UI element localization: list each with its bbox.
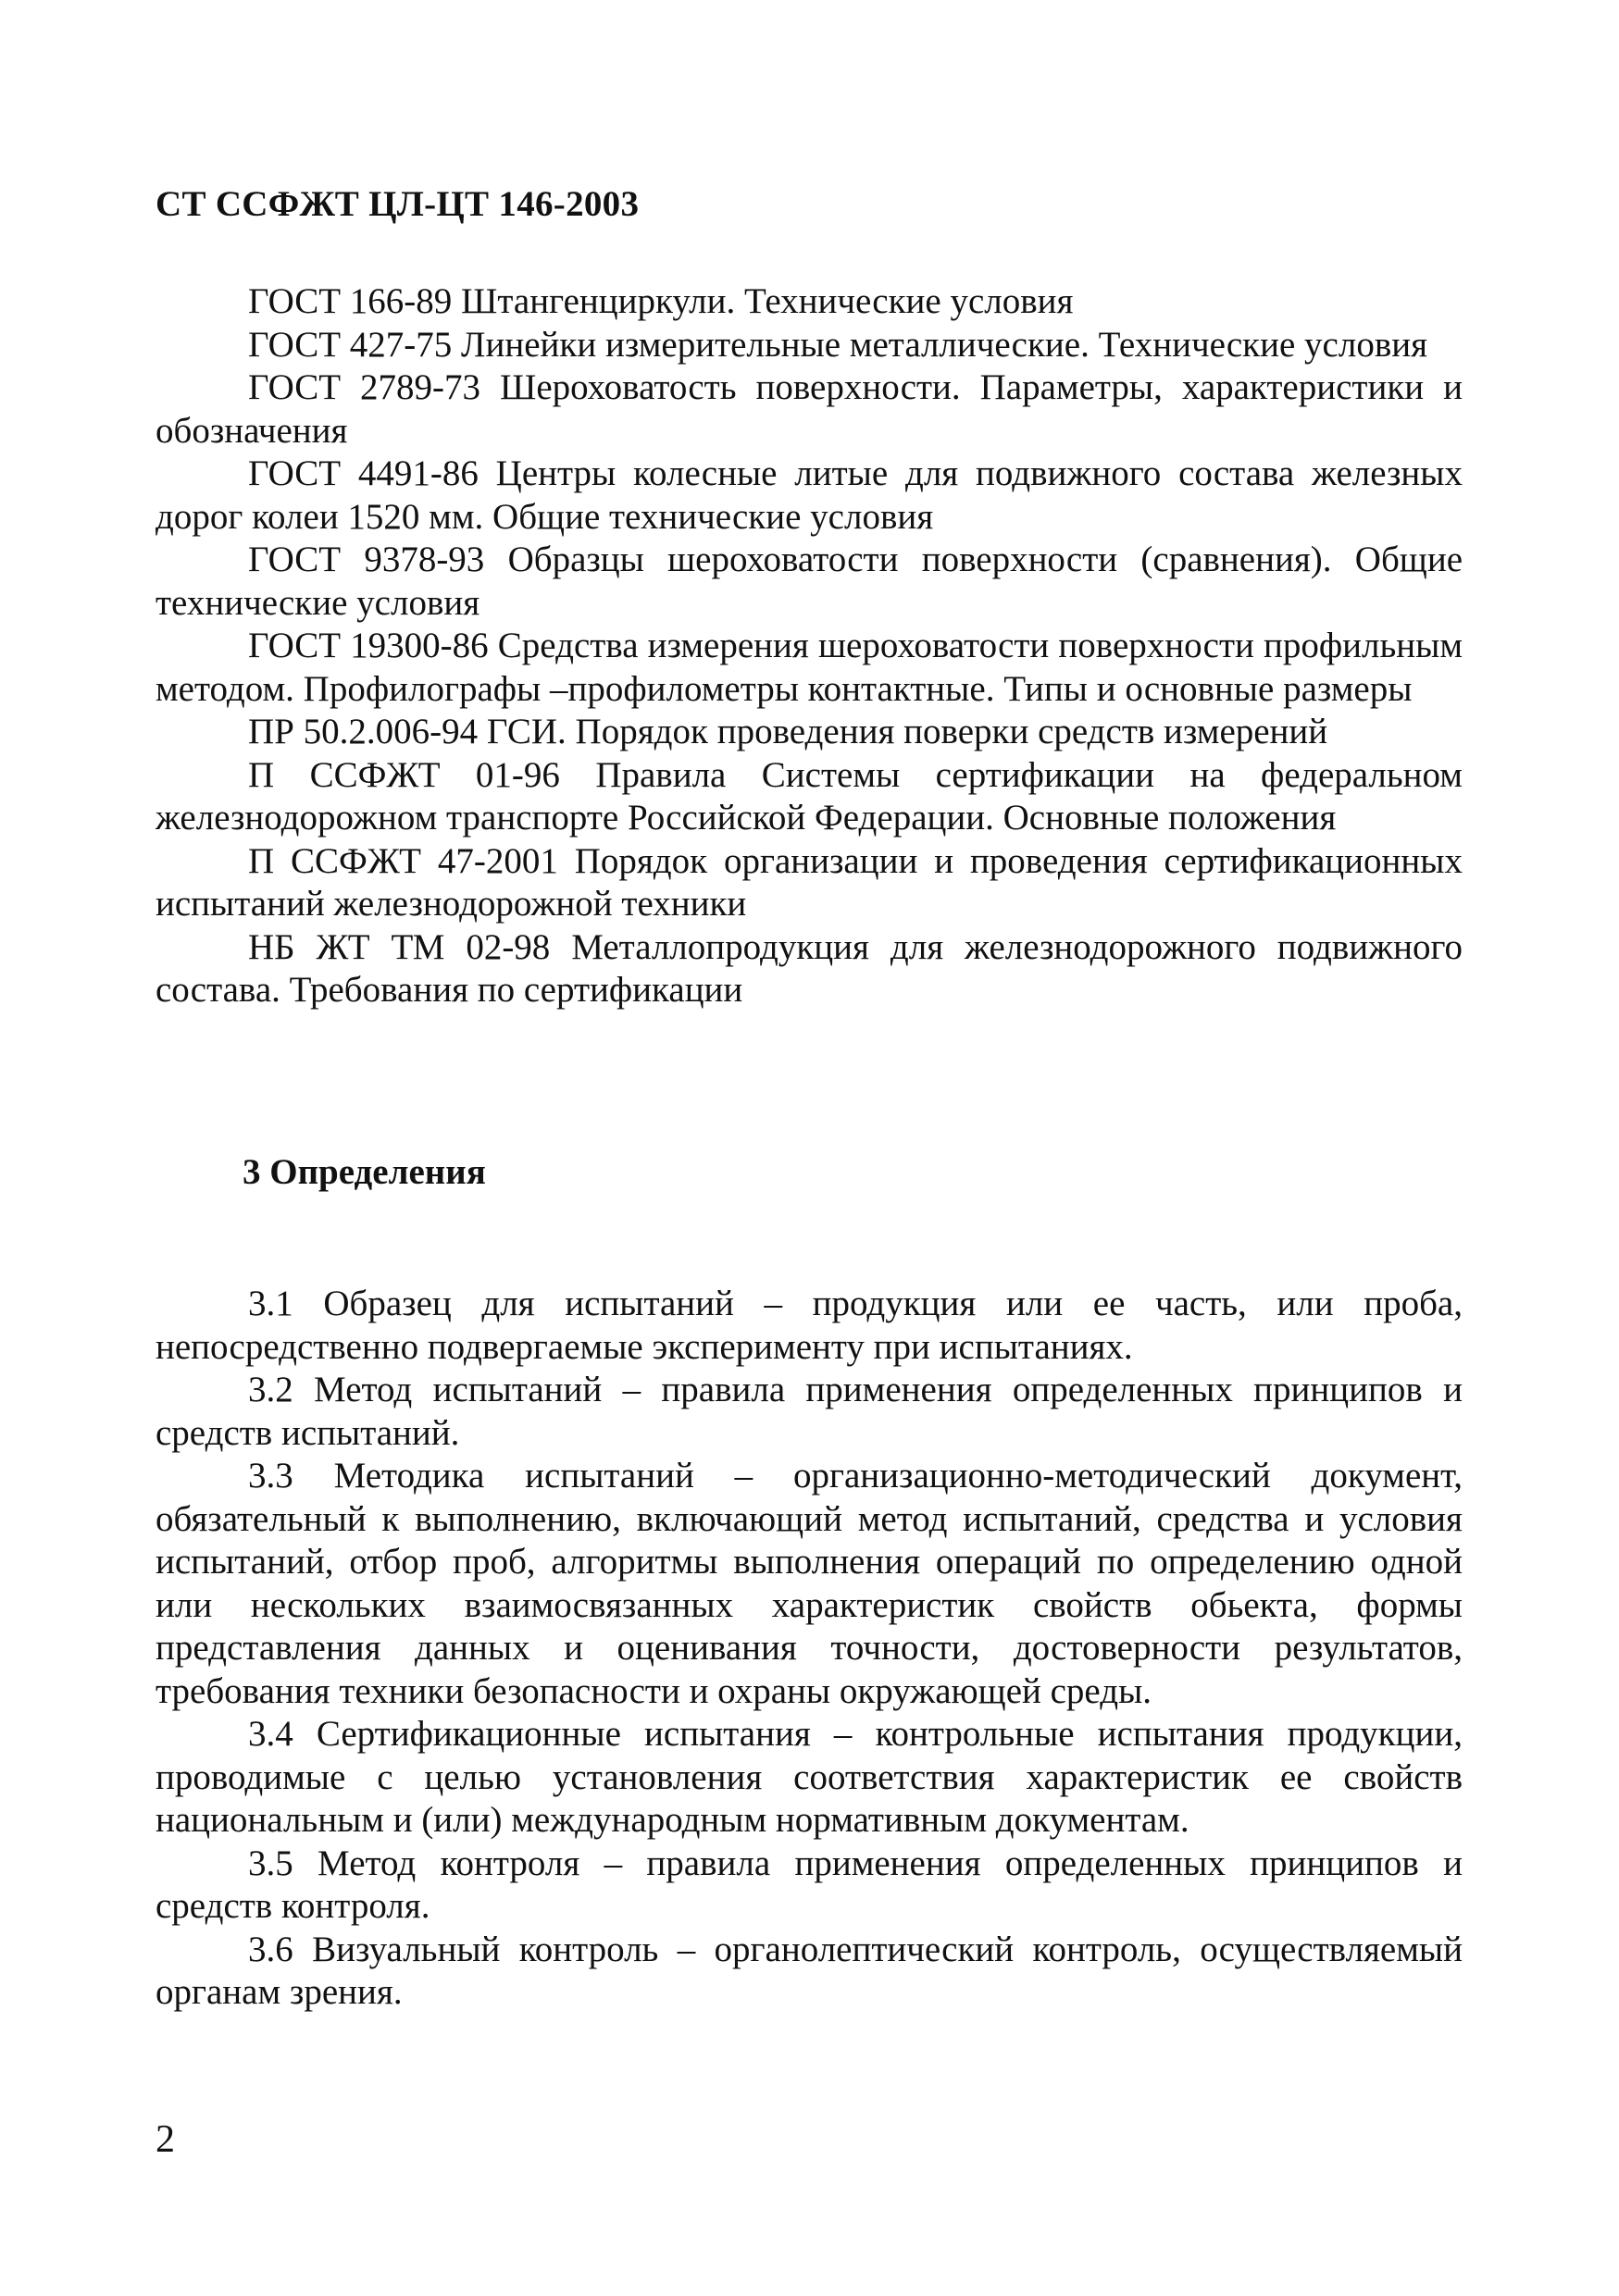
definition-item: 3.3 Методика испытаний – организационно-методический документ, обязательный к выполнению, включающий метод испытаний, средства и условия испытаний, отбор проб, алгоритмы выполнения операций по определению одной или нескольких взаимосвязанных характеристик свойств обьекта, формы представления данных и оценивания точности, достоверности результатов, требования техники безопасности и охраны окружающей среды.	[156, 1456, 1463, 1711]
document-code-header: СТ ССФЖТ ЦЛ-ЦТ 146-2003	[156, 184, 640, 224]
definition-item: 3.5 Метод контроля – правила применения определенных принципов и средств контроля.	[156, 1843, 1463, 1926]
definition-item: 3.6 Визуальный контроль – органолептический контроль, осуществляемый органам зрения.	[156, 1929, 1463, 2012]
reference-item: ГОСТ 2789-73 Шероховатость поверхности. Параметры, характеристики и обозначения	[156, 367, 1463, 451]
normative-references-list	[156, 280, 1463, 1012]
reference-item: ГОСТ 4491-86 Центры колесные литые для подвижного состава железных дорог колеи 1520 мм. Общие технические условия	[156, 453, 1463, 537]
reference-item: ПР 50.2.006-94 ГСИ. Порядок проведения поверки средств измерений	[248, 712, 1328, 751]
definitions-list	[156, 1283, 1463, 2015]
section-title: 3 Определения	[243, 1152, 486, 1192]
reference-item: ГОСТ 9378-93 Образцы шероховатости поверхности (сравнения). Общие технические условия	[156, 540, 1463, 623]
reference-item: П ССФЖТ 47-2001 Порядок организации и проведения сертификационных испытаний железнодорожной техники	[156, 840, 1463, 924]
definition-item: 3.2 Метод испытаний – правила применения определенных принципов и средств испытаний.	[156, 1370, 1463, 1453]
reference-item: П ССФЖТ 01-96 Правила Системы сертификации на федеральном железнодорожном транспорте Российской Федерации. Основные положения	[156, 754, 1463, 838]
definition-item: 3.4 Сертификационные испытания – контрольные испытания продукции, проводимые с целью установления соответствия характеристик ее свойств национальным и (или) международным нормативным документам.	[156, 1714, 1463, 1840]
definition-item: 3.1 Образец для испытаний – продукция или ее часть, или проба, непосредственно подвергаемые эксперименту при испытаниях.	[156, 1284, 1463, 1367]
reference-item: ГОСТ 427-75 Линейки измерительные металлические. Технические условия	[248, 324, 1428, 365]
reference-item: ГОСТ 19300-86 Средства измерения шероховатости поверхности профильным методом. Профилографы –профилометры контактные. Типы и основные размеры	[156, 626, 1463, 709]
reference-item: НБ ЖТ ТМ 02-98 Металлопродукция для железнодорожного подвижного состава. Требования по сертификации	[156, 926, 1463, 1010]
reference-item: ГОСТ 166-89 Штангенциркули. Технические условия	[248, 281, 1074, 321]
page-number: 2	[156, 2118, 175, 2161]
